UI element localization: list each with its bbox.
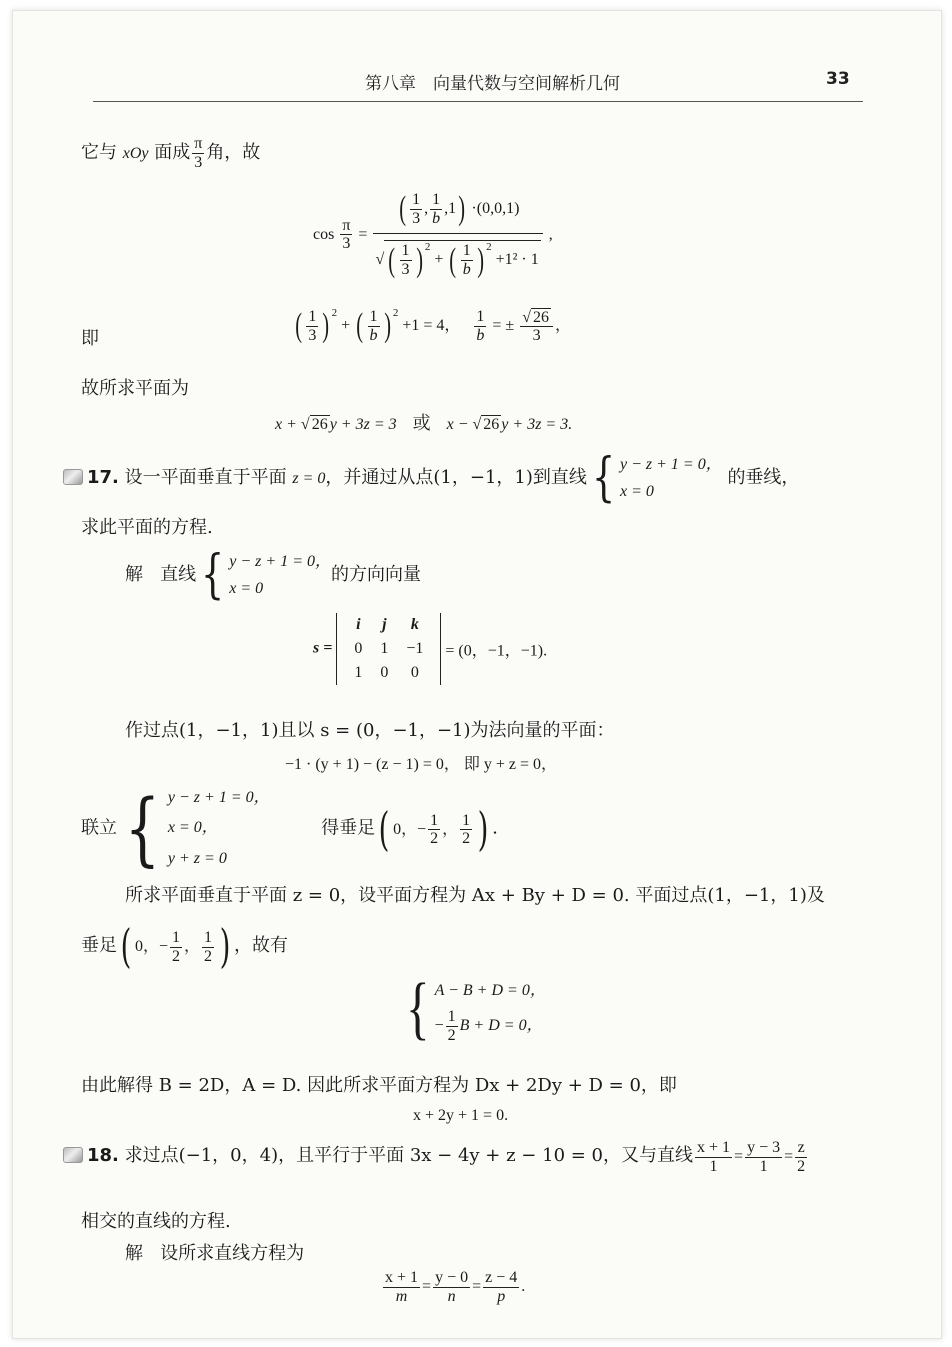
therefore-line: 故所求平面为	[81, 378, 189, 399]
final-plane-equation: x + 2y + 1 = 0.	[413, 1107, 509, 1124]
cos-fraction: ( $\frac{1}{3}$ , $\frac{1}{b}$ ,1) ·(0,0,1) √ ( $\frac{1}{3}$ ) $^2$ + ( $\frac{1}{b}$ ) $^2$ +1² · 1	[373, 191, 542, 279]
abd-system: { A − B + D = 0， − $\frac{1}{2}$ B + D = 0，	[406, 969, 546, 1047]
page-number: 33	[826, 69, 850, 89]
solve-line: 由此解得 B = 2D，A = D. 因此所求平面方程为 Dx + 2Dy + D = 0，即	[81, 1075, 677, 1096]
answer-16: x + √ 26 y + 3z = 3 或 x − √ 26 y + 3z = 3.	[275, 413, 573, 433]
chapter-title: 向量代数与空间解析几何	[433, 74, 620, 94]
plane-description-2: 垂足( 0，− $\frac{1}{2}$ ， $\frac{1}{2}$ ) ，故有	[81, 919, 288, 973]
plane-description-1: 所求平面垂直于平面 z = 0，设平面方程为 Ax + By + D = 0. 平面过点(1，−1，1)及	[125, 885, 825, 906]
chapter-label: 第八章	[365, 74, 416, 94]
question-marker-icon	[63, 1147, 83, 1163]
ji-equation: ( $\frac{1}{3}$ ) $^2$ + ( $\frac{1}{b}$ ) $^2$ +1 = 4， $\frac{1}{b}$ = ± $\frac{√ 26}{3}$ ，	[295, 307, 572, 345]
intro-line: 它与 xOy 面成 $\frac{\pi}{3}$ 角，故	[81, 135, 261, 171]
book-page	[12, 10, 942, 1339]
header-rule	[93, 101, 863, 102]
pi-over-3: $\frac{\pi}{3}$	[194, 135, 203, 171]
cross-product-determinant: s = i j k 0 1 −1 1 0 0 = (0，−1，−1).	[313, 613, 547, 685]
normal-plane-text: 作过点(1，−1，1)且以 s = (0，−1，−1)为法向量的平面：	[125, 720, 615, 741]
solution-17-intro: 解 直线{ y − z + 1 = 0， x = 0的方向向量	[125, 545, 421, 606]
cos-equation: cos $\frac{\pi}{3}$ = ( $\frac{1}{3}$ , $\frac{1}{b}$ ,1) ·(0,0,1) √ ( $\frac{1}{3}$ ) $^2$ + ( $\frac{1}{b}$ ) $^2$ +1² · 1 ,	[313, 190, 553, 279]
determinant-matrix: i j k 0 1 −1 1 0 0	[336, 613, 441, 685]
normal-plane-equation: −1 · (y + 1) − (z − 1) = 0， 即 y + z = 0，	[285, 756, 558, 773]
solution-18-intro: 解 设所求直线方程为	[125, 1243, 305, 1264]
question-18-cont: 相交的直线的方程.	[81, 1211, 231, 1232]
question-17: 17. 设一平面垂直于平面 z = 0，并通过从点(1，−1，1)到直线{ y − z + 1 = 0， x = 0 的垂线，	[63, 451, 799, 505]
question-18: 18. 求过点(−1，0，4)，且平行于平面 3x − 4y + z − 10 = 0，又与直线 $\frac{x + 1}{1}$ = $\frac{y - 3}{1}$ = $\frac{z}{2}$	[63, 1139, 809, 1175]
joint-system: 联立{ y − z + 1 = 0， x = 0， y + z = 0 得垂足( 0，− $\frac{1}{2}$ ， $\frac{1}{2}$ ) .	[81, 781, 498, 875]
question-17-cont: 求此平面的方程.	[81, 517, 213, 538]
question-marker-icon	[63, 469, 83, 485]
line-equation-18: $\frac{x + 1}{m}$ = $\frac{y - 0}{n}$ = $\frac{z - 4}{p}$ .	[385, 1269, 526, 1305]
ji-label: 即	[81, 328, 99, 349]
